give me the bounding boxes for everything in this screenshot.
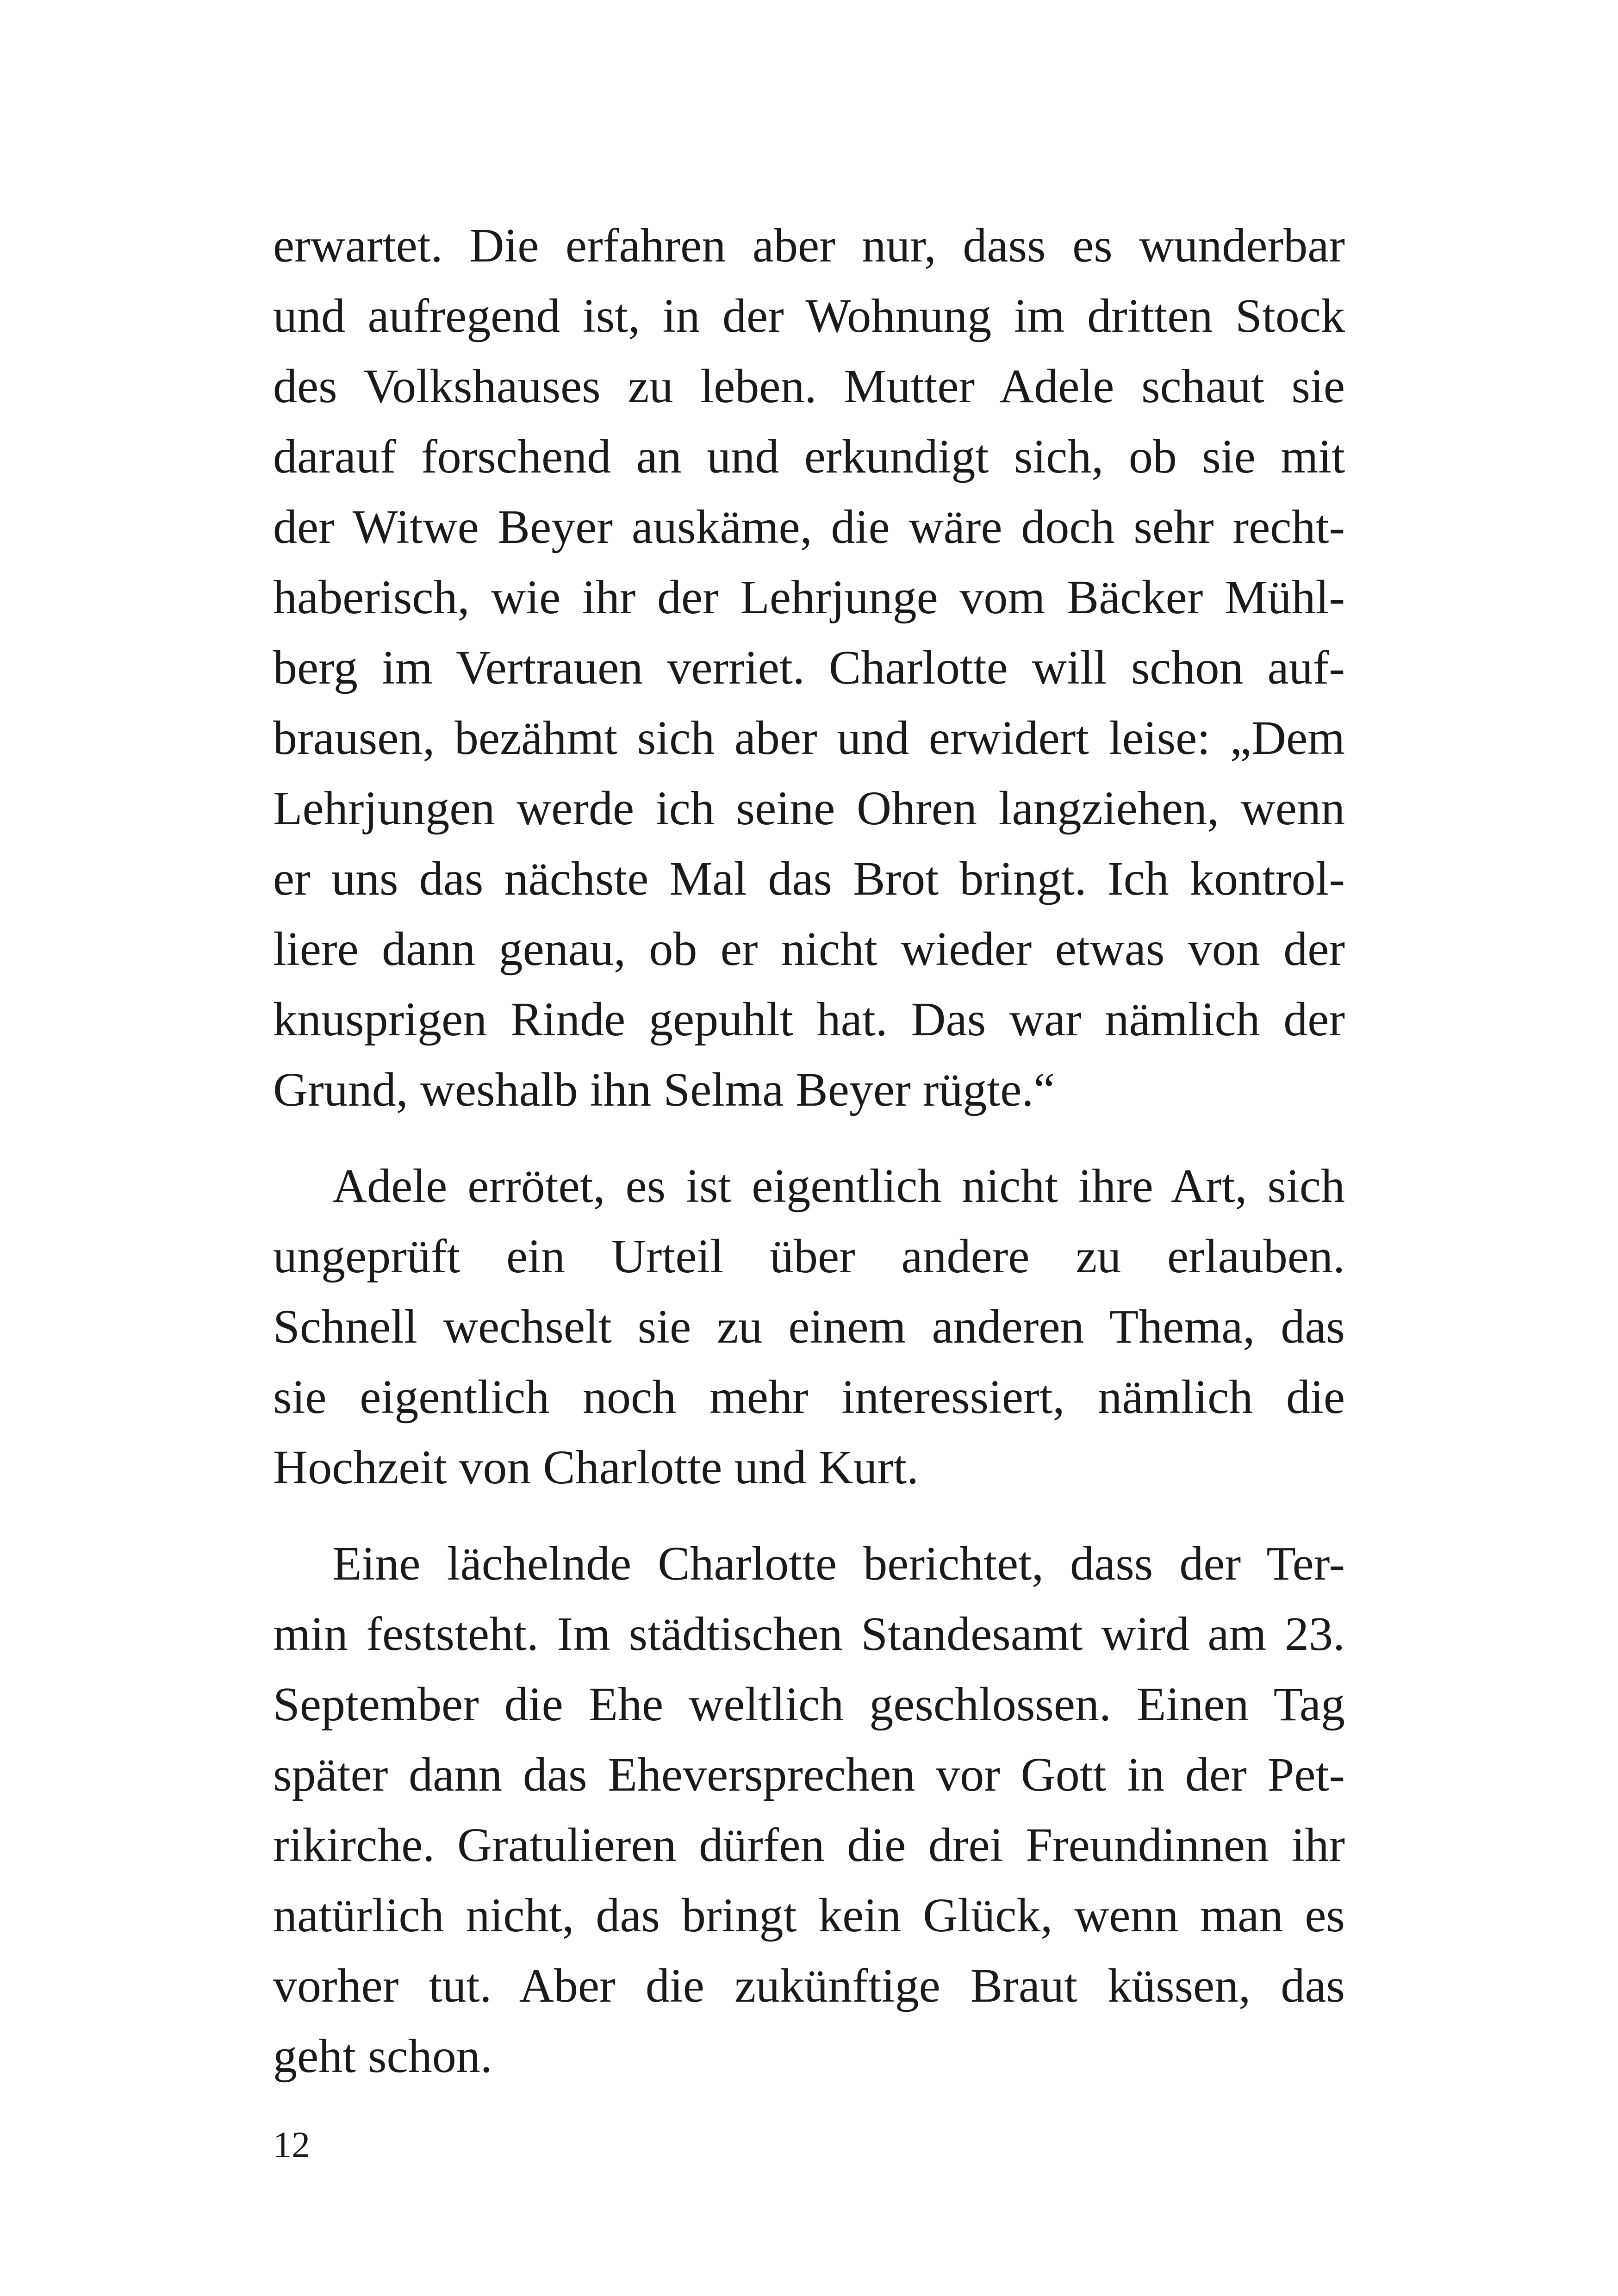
text-line: berg im Vertrauen verriet. Charlotte will schon auf- [273,641,1345,694]
page-number: 12 [273,2125,310,2165]
text-line: und aufregend ist, in der Wohnung im dritten Stock [273,289,1345,342]
text-line: knusprigen Rinde gepuhlt hat. Das war nämlich der [273,993,1345,1046]
text-line: darauf forschend an und erkundigt sich, ob sie mit [273,430,1345,483]
paragraph-gap [273,1125,1345,1151]
text-line: Lehrjungen werde ich seine Ohren langziehen, wenn [273,782,1345,835]
text-line: vorher tut. Aber die zukünftige Braut küssen, das [273,1959,1345,2012]
text-line: erwartet. Die erfahren aber nur, dass es wunderbar [273,219,1345,272]
text-line: rikirche. Gratulieren dürfen die drei Freundinnen ihr [273,1818,1345,1872]
text-line: natürlich nicht, das bringt kein Glück, wenn man es [273,1889,1345,1942]
text-line: liere dann genau, ob er nicht wieder etwas von der [273,922,1345,976]
paragraph-gap [273,1503,1345,1529]
text-line: Adele errötet, es ist eigentlich nicht ihre Art, sich [332,1159,1345,1213]
text-line: min feststeht. Im städtischen Standesamt wird am 23. [273,1607,1345,1661]
text-line: der Witwe Beyer auskäme, die wäre doch sehr recht- [273,500,1345,554]
text-line: sie eigentlich noch mehr interessiert, nämlich die [273,1370,1345,1424]
text-line: des Volkshauses zu leben. Mutter Adele schaut sie [273,360,1345,413]
text-line: Grund, weshalb ihn Selma Beyer rügte.“ [273,1063,1055,1116]
body-text [273,211,1345,2091]
text-line: Schnell wechselt sie zu einem anderen Thema, das [273,1300,1345,1353]
text-line: ungeprüft ein Urteil über andere zu erlauben. [273,1230,1345,1283]
text-line: haberisch, wie ihr der Lehrjunge vom Bäcker Mühl- [273,571,1345,624]
text-line: später dann das Eheversprechen vor Gott in der Pet- [273,1748,1345,1801]
text-line: Hochzeit von Charlotte und Kurt. [273,1441,919,1494]
text-line: geht schon. [273,2029,492,2083]
text-line: September die Ehe weltlich geschlossen. Einen Tag [273,1678,1345,1731]
text-line: er uns das nächste Mal das Brot bringt. Ich kontrol- [273,852,1345,905]
text-line: Eine lächelnde Charlotte berichtet, dass der Ter- [332,1537,1345,1590]
text-line: brausen, bezähmt sich aber und erwidert leise: „Dem [273,711,1345,765]
